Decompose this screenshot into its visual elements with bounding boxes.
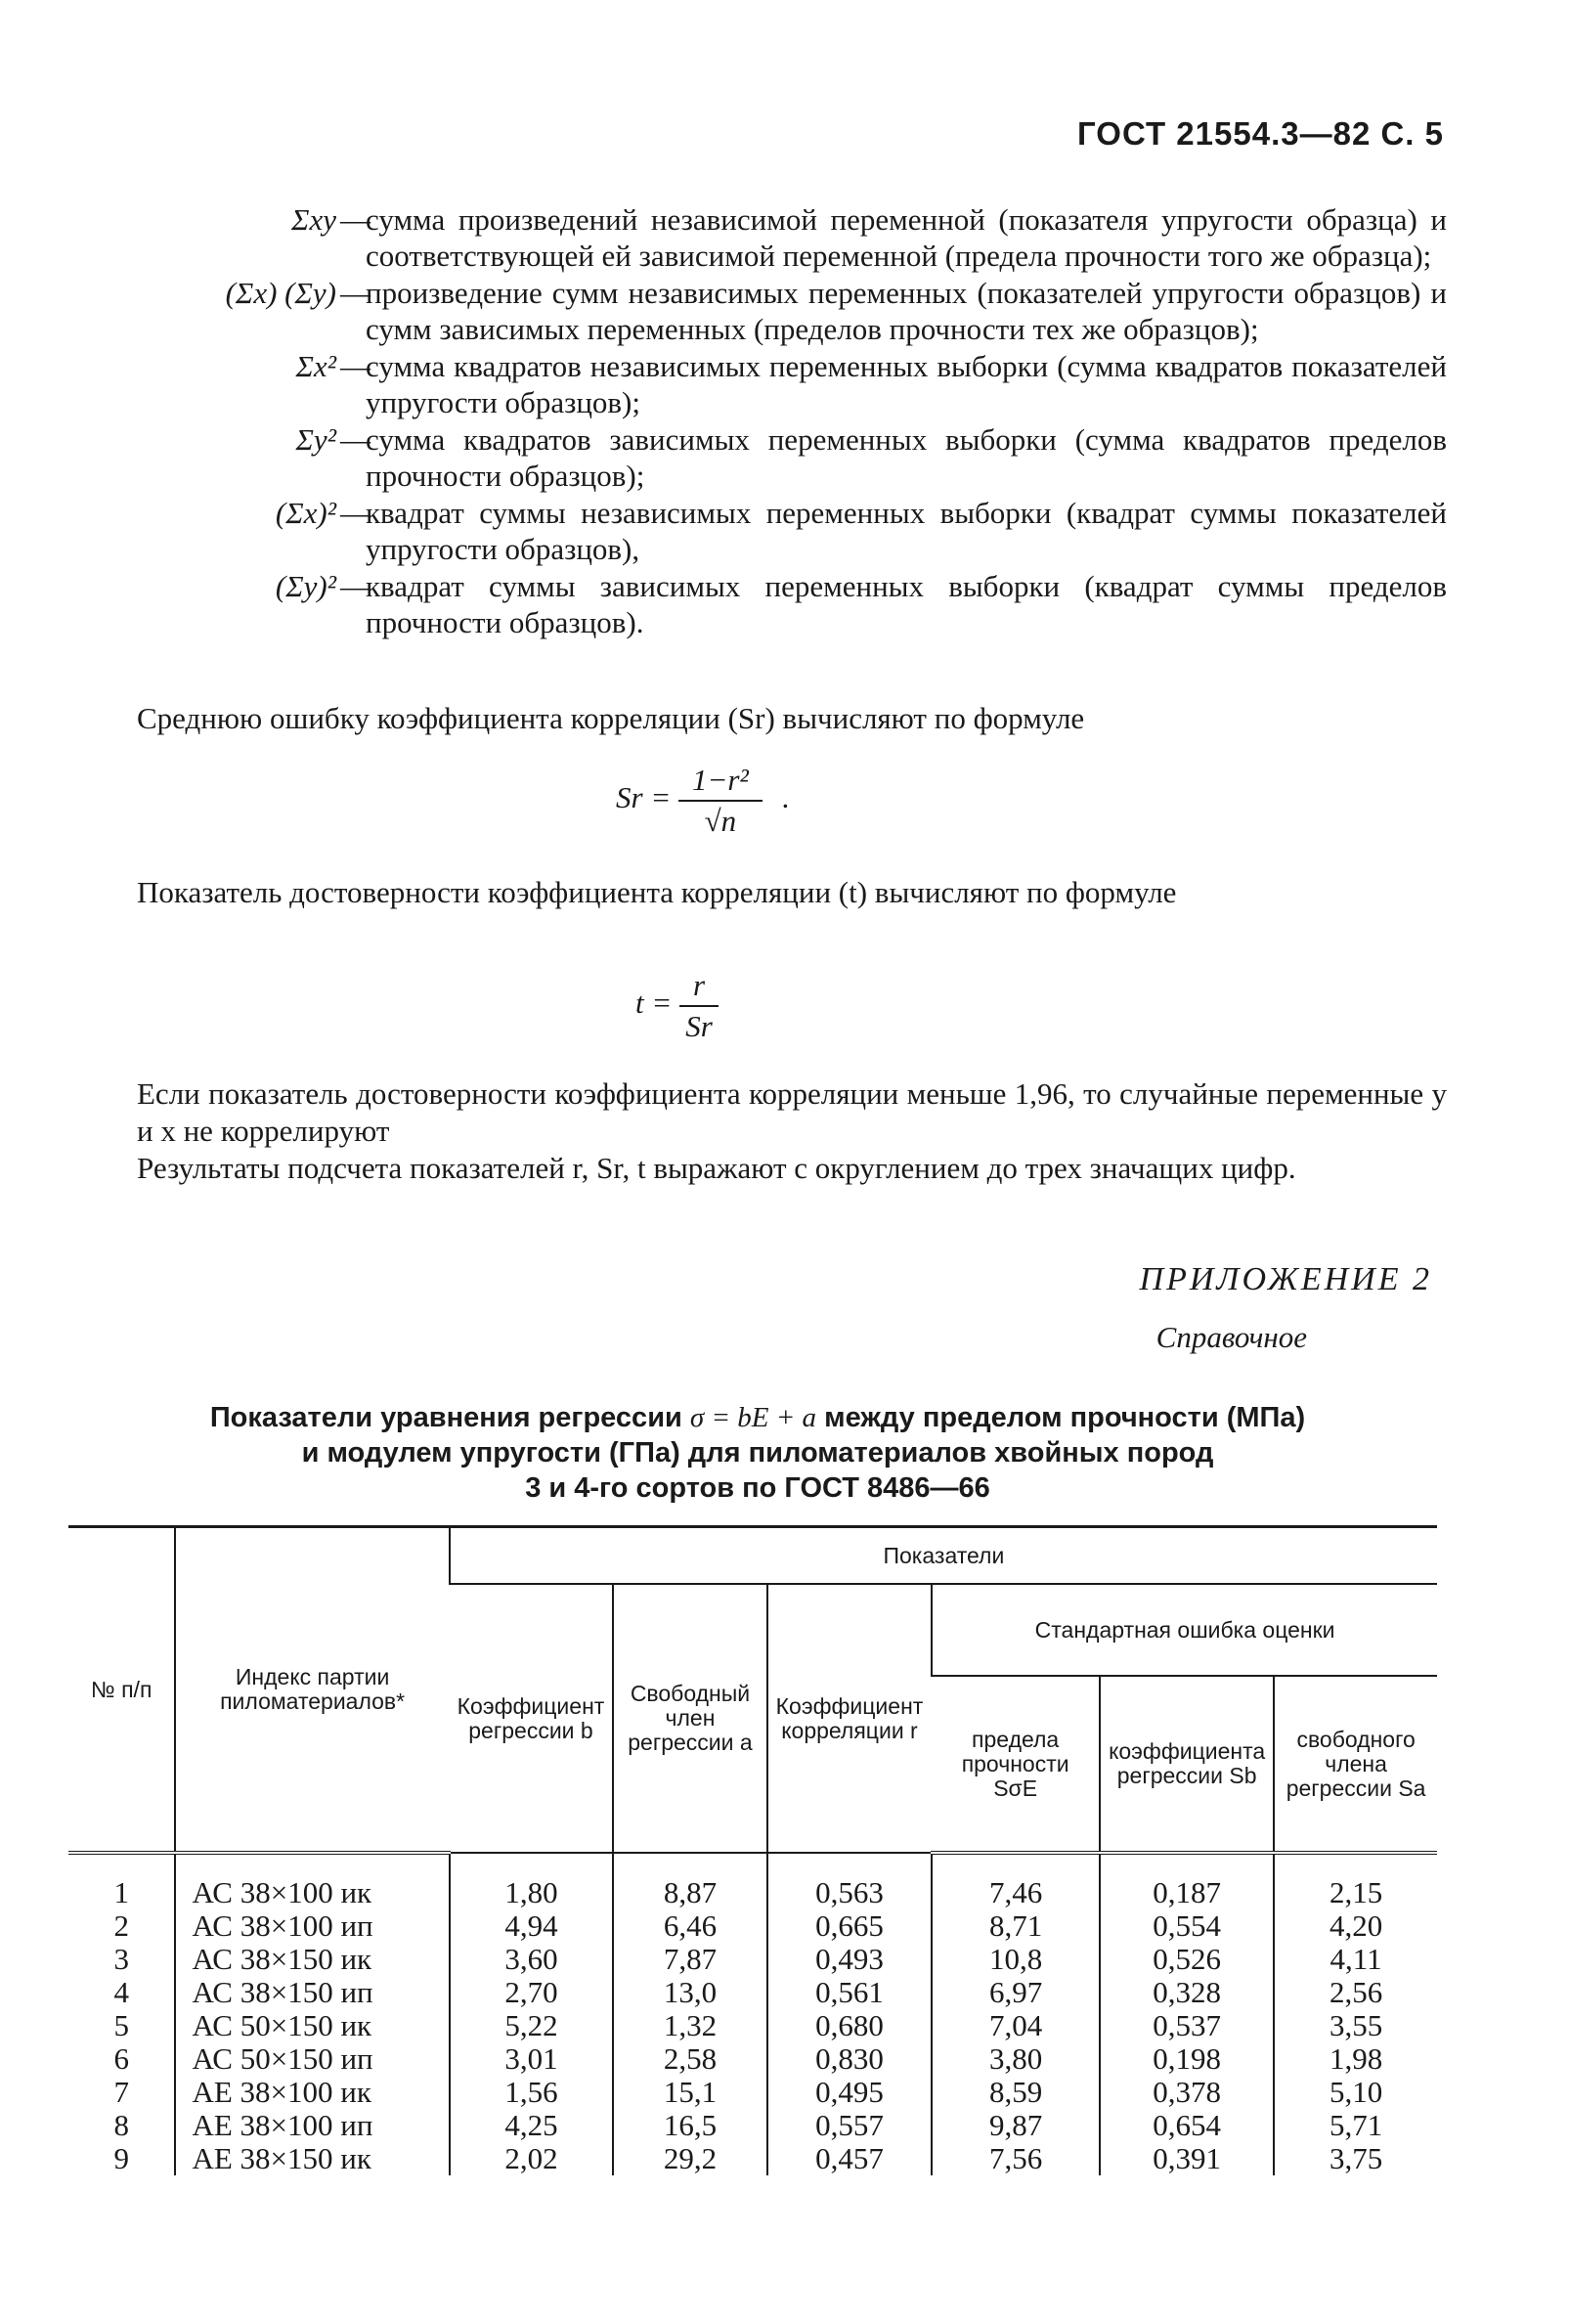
formula-t-lhs: t = [635,986,673,1021]
definition-dash: — [340,349,370,383]
table-row [68,2042,1437,2076]
definition-symbol: Σx² [295,349,336,383]
page-header: ГОСТ 21554.3—82 С. 5 [1077,115,1444,152]
cell-index: АЕ 38×100 ип [175,2109,449,2142]
cell-r: 0,495 [767,2076,932,2109]
cell-sb: 0,391 [1100,2142,1274,2175]
header-index: Индекс партии пиломатериалов* [175,1527,449,1854]
cell-index: АС 38×150 ик [175,1943,449,1976]
cell-sb: 0,198 [1100,2042,1274,2076]
table-caption-line2: и модулем упругости (ГПа) для пиломатериалов хвойных пород [301,1437,1214,1469]
paragraph-if: Если показатель достоверности коэффициента корреляции меньше 1,96, то случайные переменные y и x не коррелируют [137,1076,1447,1148]
cell-a: 7,87 [613,1943,767,1976]
cell-sb: 0,554 [1100,1909,1274,1943]
table-row [68,1853,1437,1909]
cell-index: АС 38×150 ип [175,1976,449,2009]
definition-symbol: (Σy)² [275,569,336,603]
cell-r: 0,561 [767,1976,932,2009]
definition-item [117,568,1447,640]
cell-b: 3,01 [450,2042,613,2076]
cell-b: 3,60 [450,1943,613,1976]
formula-sr-numerator: 1−r² [678,763,763,802]
cell-r: 0,830 [767,2042,932,2076]
formula-sr-denominator: √n [704,804,737,838]
table-row [68,1976,1437,2009]
regression-table [68,1525,1437,2175]
cell-num: 8 [113,2108,129,2142]
table-row [68,2142,1437,2175]
paragraph-results: Результаты подсчета показателей r, Sr, t выражают с округлением до трех значащих цифр. [137,1151,1296,1185]
definition-text: квадрат суммы зависимых переменных выборки (квадрат суммы пределов прочности образцов). [366,569,1447,639]
formula-sr-period: . [781,780,790,815]
cell-sa: 4,20 [1274,1909,1437,1943]
formula-t-denominator: Sr [685,1009,713,1043]
formula-t [635,968,719,1044]
cell-se: 8,59 [932,2076,1100,2109]
cell-r: 0,493 [767,1943,932,1976]
definition-symbol: (Σx) (Σy) [225,276,336,310]
cell-b: 5,22 [450,2009,613,2042]
cell-r: 0,665 [767,1909,932,1943]
definitions-list [117,201,1447,641]
cell-a: 2,58 [613,2042,767,2076]
cell-num: 2 [113,1908,129,1943]
table-row [68,2009,1437,2042]
table-row [68,1909,1437,1943]
cell-num: 9 [113,2141,129,2175]
header-number: № п/п [68,1527,175,1854]
table-caption-line1 [68,1400,1447,1435]
cell-num: 6 [113,2041,129,2076]
cell-sb: 0,526 [1100,1943,1274,1976]
cell-num: 1 [113,1875,129,1909]
cell-b: 4,25 [450,2109,613,2142]
definition-text: сумма произведений независимой переменной (показателя упругости образца) и соответствующей ей зависимой переменной (предела прочности того же образца); [366,202,1447,273]
cell-a: 16,5 [613,2109,767,2142]
cell-se: 6,97 [932,1976,1100,2009]
cell-b: 2,02 [450,2142,613,2175]
cell-se: 7,46 [932,1853,1100,1909]
definition-text: произведение сумм независимых переменных (показателей упругости образцов) и сумм зависимых переменных (пределов прочности тех же образцов); [366,276,1447,346]
formula-t-numerator: r [679,968,719,1007]
formula-sr [616,763,789,839]
table-row [68,1943,1437,1976]
definition-item [117,348,1447,420]
definition-text: квадрат суммы независимых переменных выборки (квадрат суммы показателей упругости образцов), [366,496,1447,566]
appendix-title: ПРИЛОЖЕНИЕ 2 [1139,1261,1432,1297]
header-r: Коэффициент корреляции r [767,1584,932,1853]
cell-index: АЕ 38×100 ик [175,2076,449,2109]
cell-sa: 5,10 [1274,2076,1437,2109]
cell-index: АС 38×100 ип [175,1909,449,1943]
cell-se: 7,56 [932,2142,1100,2175]
cell-se: 8,71 [932,1909,1100,1943]
table-row [68,2109,1437,2142]
caption-equation: σ = bE + a [689,1402,817,1433]
definition-symbol: (Σx)² [275,496,336,530]
definition-dash: — [340,496,370,530]
cell-sb: 0,187 [1100,1853,1274,1909]
header-a: Свободный член регрессии a [613,1584,767,1853]
cell-index: АЕ 38×150 ик [175,2142,449,2175]
header-b: Коэффициент регрессии b [450,1584,613,1853]
cell-b: 2,70 [450,1976,613,2009]
formula-t-fraction [679,968,719,1044]
definition-dash: — [340,276,370,310]
cell-a: 29,2 [613,2142,767,2175]
cell-num: 4 [113,1975,129,2009]
cell-r: 0,557 [767,2109,932,2142]
cell-sb: 0,328 [1100,1976,1274,2009]
cell-sa: 3,75 [1274,2142,1437,2175]
definition-dash: — [340,422,370,457]
appendix-subtitle: Справочное [1155,1320,1307,1354]
cell-a: 1,32 [613,2009,767,2042]
definition-dash: — [340,569,370,603]
header-sb: коэффициента регрессии Sb [1100,1676,1274,1853]
cell-b: 4,94 [450,1909,613,1943]
cell-sb: 0,537 [1100,2009,1274,2042]
table-row [68,2076,1437,2109]
cell-a: 8,87 [613,1853,767,1909]
cell-b: 1,80 [450,1853,613,1909]
cell-num: 7 [113,2075,129,2109]
caption-part-b: между пределом прочности (МПа) [824,1402,1306,1433]
cell-sa: 2,56 [1274,1976,1437,2009]
cell-a: 15,1 [613,2076,767,2109]
header-se: предела прочности SσE [932,1676,1100,1853]
cell-index: АС 50×150 ик [175,2009,449,2042]
cell-se: 10,8 [932,1943,1100,1976]
table-caption [68,1400,1447,1506]
cell-r: 0,680 [767,2009,932,2042]
cell-se: 7,04 [932,2009,1100,2042]
table-caption-line3: 3 и 4-го сортов по ГОСТ 8486—66 [525,1472,990,1504]
cell-se: 3,80 [932,2042,1100,2076]
definition-item [117,421,1447,494]
cell-sa: 4,11 [1274,1943,1437,1976]
definition-item [117,495,1447,567]
paragraph-sr: Среднюю ошибку коэффициента корреляции (Sr) вычисляют по формуле [137,701,1085,735]
caption-part-a: Показатели уравнения регрессии [209,1402,682,1433]
cell-sb: 0,654 [1100,2109,1274,2142]
definition-symbol: Σy² [295,422,336,457]
cell-b: 1,56 [450,2076,613,2109]
cell-sb: 0,378 [1100,2076,1274,2109]
cell-a: 6,46 [613,1909,767,1943]
definition-item [117,201,1447,274]
definition-text: сумма квадратов зависимых переменных выборки (сумма квадратов пределов прочности образцов); [366,422,1447,493]
cell-a: 13,0 [613,1976,767,2009]
cell-index: АС 38×100 ик [175,1853,449,1909]
cell-num: 5 [113,2008,129,2042]
cell-sa: 1,98 [1274,2042,1437,2076]
cell-sa: 5,71 [1274,2109,1437,2142]
definition-symbol: Σxy [291,202,336,237]
formula-sr-fraction [678,763,763,839]
cell-index: АС 50×150 ип [175,2042,449,2076]
definition-dash: — [340,202,370,237]
cell-num: 3 [113,1942,129,1976]
cell-r: 0,457 [767,2142,932,2175]
definition-item [117,275,1447,347]
cell-sa: 3,55 [1274,2009,1437,2042]
header-sa: свободного члена регрессии Sa [1274,1676,1437,1853]
cell-r: 0,563 [767,1853,932,1909]
header-std-error: Стандартная ошибка оценки [932,1584,1437,1676]
cell-sa: 2,15 [1274,1853,1437,1909]
header-indicators: Показатели [450,1527,1437,1585]
definition-text: сумма квадратов независимых переменных выборки (сумма квадратов показателей упругости образцов); [366,349,1447,419]
paragraph-t: Показатель достоверности коэффициента корреляции (t) вычисляют по формуле [137,875,1177,909]
formula-sr-lhs: Sr = [616,780,672,815]
cell-se: 9,87 [932,2109,1100,2142]
